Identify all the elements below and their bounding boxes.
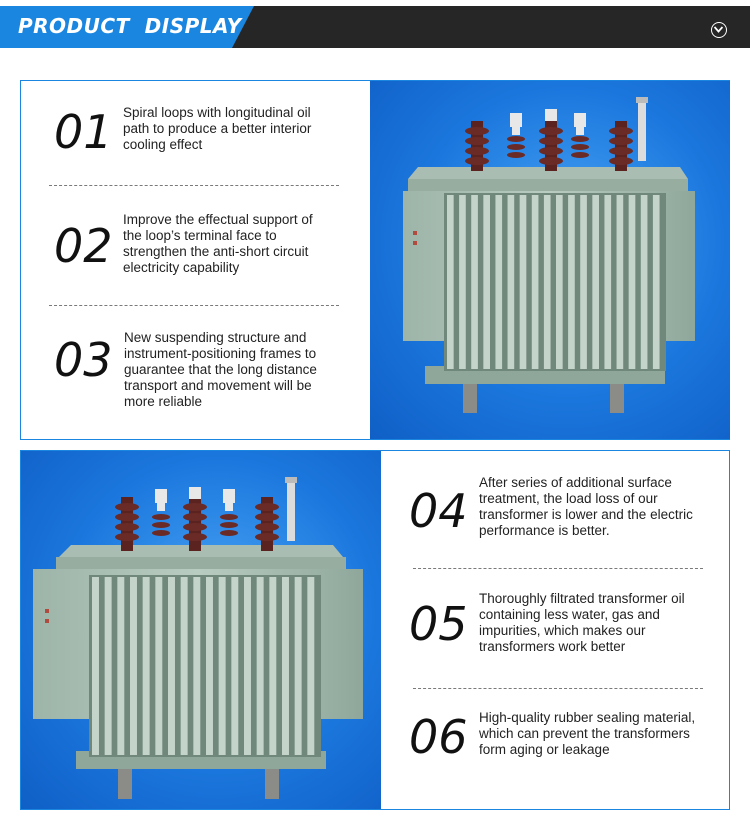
radiator-fin — [471, 195, 478, 369]
dashed-divider — [49, 185, 339, 186]
dashed-divider — [413, 688, 703, 689]
transformer-photo — [370, 81, 730, 439]
radiator-fin — [629, 195, 636, 369]
radiator-fin — [532, 195, 539, 369]
transformer-illustration — [21, 451, 381, 809]
radiator-fin — [269, 577, 276, 755]
feature-panel-bottom — [20, 450, 730, 810]
radiator-fin — [155, 577, 162, 755]
radiator-fin — [520, 195, 527, 369]
radiator-fin — [143, 577, 150, 755]
feature-text: High-quality rubber sealing material, which can prevent the transformers form aging or leakage — [479, 710, 696, 757]
radiator-fin — [231, 577, 238, 755]
dashed-divider — [413, 568, 703, 569]
radiator-fin — [130, 577, 137, 755]
radiator-fin — [244, 577, 251, 755]
radiator-fin — [307, 577, 314, 755]
radiator-fin — [447, 195, 454, 369]
feature-text: Thoroughly filtrated transformer oil containing less water, gas and impurities, which makes our transformers work better — [479, 591, 685, 654]
radiator-fin — [495, 195, 502, 369]
transformer-illustration — [370, 81, 730, 439]
radiator-fin — [556, 195, 563, 369]
dashed-divider — [49, 305, 339, 306]
feature-number: 04 — [409, 484, 468, 538]
radiator-fin — [459, 195, 466, 369]
chevron-down-circle-icon[interactable] — [711, 22, 727, 38]
radiator-fin — [580, 195, 587, 369]
feature-panel-top — [20, 80, 730, 440]
radiator-fin — [592, 195, 599, 369]
radiator-fin — [653, 195, 660, 369]
radiator-fin — [604, 195, 611, 369]
feature-number: 03 — [54, 333, 113, 387]
feature-number: 05 — [409, 597, 468, 651]
feature-text: After series of additional surface treatment, the load loss of our transformer is lower and the electric performance is better. — [479, 475, 693, 538]
radiator-fin — [181, 577, 188, 755]
feature-text: Spiral loops with longitudinal oil path to produce a better interior cooling effect — [123, 105, 312, 152]
feature-number: 06 — [409, 710, 468, 764]
feature-text: Improve the effectual support of the loop’s terminal face to strengthen the anti-short circuit electricity capability — [123, 212, 313, 275]
radiator-fin — [206, 577, 213, 755]
radiator-fin — [483, 195, 490, 369]
feature-text: New suspending structure and instrument-positioning frames to guarantee that the long distance transport and movement will be more reliable — [124, 330, 317, 409]
radiator-fin — [193, 577, 200, 755]
radiator-fin — [257, 577, 264, 755]
feature-number: 01 — [54, 105, 113, 159]
radiator-fin — [544, 195, 551, 369]
radiator-fin — [117, 577, 124, 755]
radiator-fin — [295, 577, 302, 755]
radiator-fin — [508, 195, 515, 369]
radiator-fin — [219, 577, 226, 755]
radiator-fin — [105, 577, 112, 755]
radiator-fin — [168, 577, 175, 755]
transformer-photo — [21, 451, 381, 809]
radiator-fin — [282, 577, 289, 755]
feature-number: 02 — [54, 219, 113, 273]
radiator-fin — [568, 195, 575, 369]
radiator-fin — [641, 195, 648, 369]
radiator-fin — [617, 195, 624, 369]
section-title: PRODUCT DISPLAY — [18, 14, 242, 38]
radiator-fin — [92, 577, 99, 755]
